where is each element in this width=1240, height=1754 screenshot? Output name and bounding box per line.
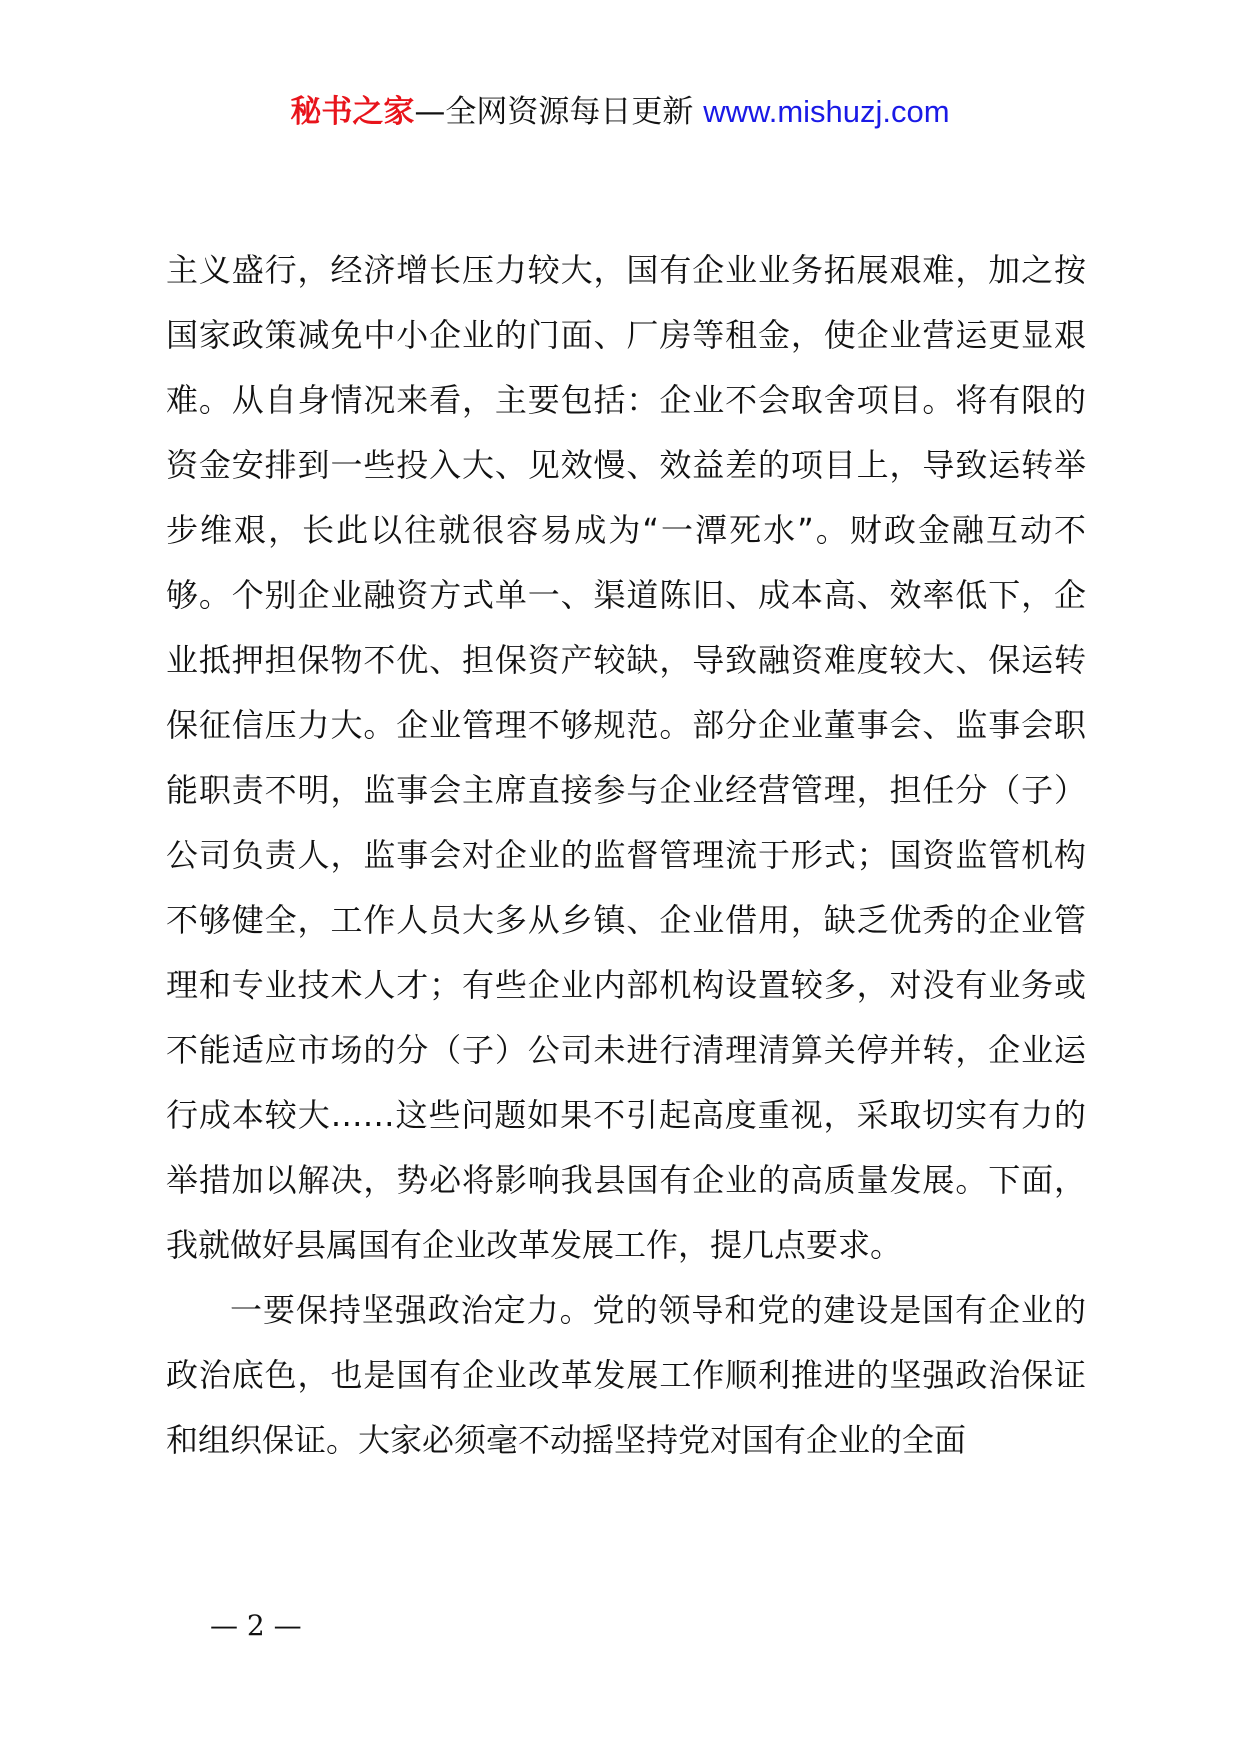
header-tagline: —全网资源每日更新 (414, 94, 704, 130)
paragraph-point-one: 一要保持坚强政治定力。党的领导和党的建设是国有企业的政治底色，也是国有企业改革发展工作顺利推进的坚强政治保证和组织保证。大家必须毫不动摇坚持党对国有企业的全面 (166, 1291, 1086, 1459)
website-link[interactable]: www.mishuzj.com (703, 94, 950, 129)
document-body (166, 238, 1086, 1473)
page-number: — 2 — (210, 1609, 302, 1642)
brand-name: 秘书之家 (290, 94, 415, 130)
paragraph-continued: 主义盛行，经济增长压力较大，国有企业业务拓展艰难，加之按国家政策减免中小企业的门面、厂房等租金，使企业营运更显艰难。从自身情况来看，主要包括：企业不会取舍项目。将有限的资金安排到一些投入大、见效慢、效益差的项目上，导致运转举步维艰，长此以往就很容易成为“一潭死水”。财政金融互动不够。个别企业融资方式单一、渠道陈旧、成本高、效率低下，企业抵押担保物不优、担保资产较缺，导致融资难度较大、保运转保征信压力大。企业管理不够规范。部分企业董事会、监事会职能职责不明，监事会主席直接参与企业经营管理，担任分（子）公司负责人，监事会对企业的监督管理流于形式；国资监管机构不够健全，工作人员大多从乡镇、企业借用，缺乏优秀的企业管理和专业技术人才；有些企业内部机构设置较多，对没有业务或不能适应市场的分（子）公司未进行清理清算关停并转，企业运行成本较大……这些问题如果不引起高度重视，采取切实有力的举措加以解决，势必将影响我县国有企业的高质量发展。下面，我就做好县属国有企业改革发展工作，提几点要求。 (166, 251, 1086, 1264)
page-header (0, 90, 1240, 134)
